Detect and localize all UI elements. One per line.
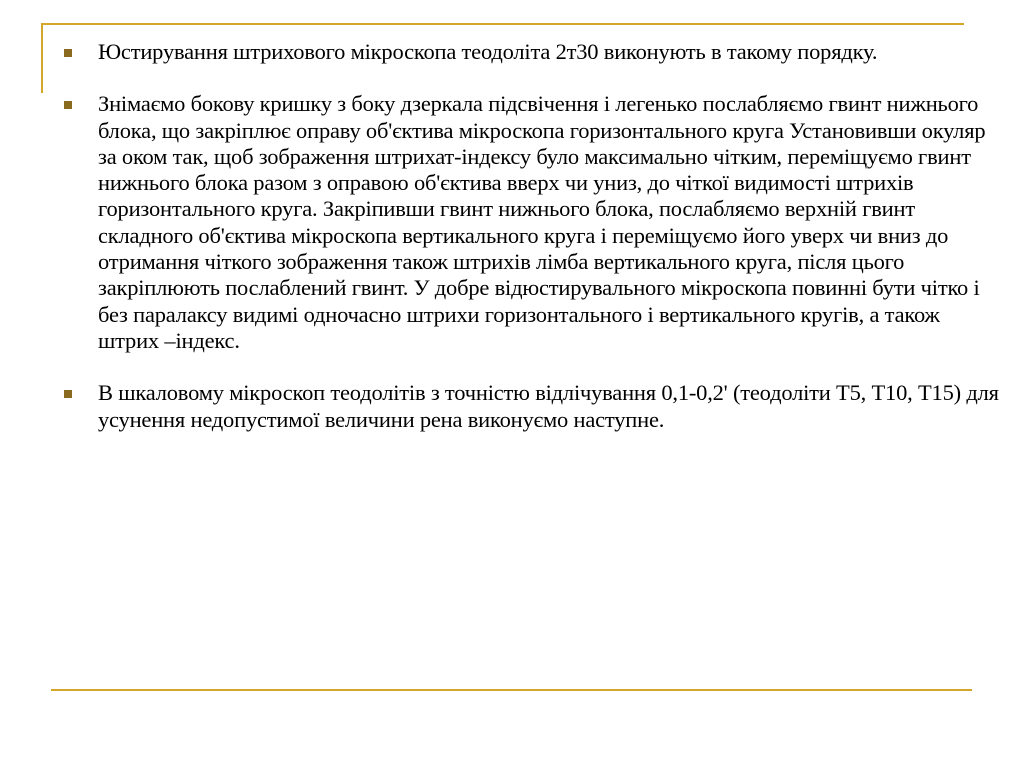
- bullet-text: Знімаємо бокову кришку з боку дзеркала підсвічення і легенько послабляємо гвинт нижнього блока, що закріплює оправу об'єктива мікроскопа горизонтального круга Установивши окуляр за оком так, щоб зображення штрихат-індексу було максимально чітким, переміщуємо гвинт нижнього блока разом з оправою об'єктива вверх чи униз, до чіткої видимості штрихів горизонтального круга. Закріпивши гвинт нижнього блока, послабляємо верхній гвинт складного об'єктива мікроскопа вертикального круга і переміщуємо його уверх чи вниз до отримання чіткого зображення також штрихів лімба вертикального круга, після цього закріплюють послаблений гвинт. У добре відюстирувального мікроскопа повинні бути чітко і без паралаксу видимі одночасно штрихи горизонтального і вертикального кругів, а також штрих –індекс.: [98, 91, 986, 353]
- left-accent-rule: [41, 23, 43, 93]
- bullet-text: Юстирування штрихового мікроскопа теодоліта 2т30 виконують в такому порядку.: [98, 39, 878, 64]
- square-bullet-icon: [64, 101, 72, 109]
- bullet-item: [62, 91, 1002, 354]
- bullet-item: [62, 380, 1002, 433]
- bullet-item: [62, 39, 1002, 65]
- bottom-accent-rule: [51, 689, 972, 691]
- bullet-text: В шкаловому мікроскоп теодолітів з точністю відлічування 0,1-0,2' (теодоліти Т5, Т10, Т15) для усунення недопустимої величини рена виконуємо наступне.: [98, 380, 999, 432]
- square-bullet-icon: [64, 390, 72, 398]
- bullet-list: [62, 39, 1002, 459]
- top-accent-rule: [41, 23, 964, 25]
- square-bullet-icon: [64, 49, 72, 57]
